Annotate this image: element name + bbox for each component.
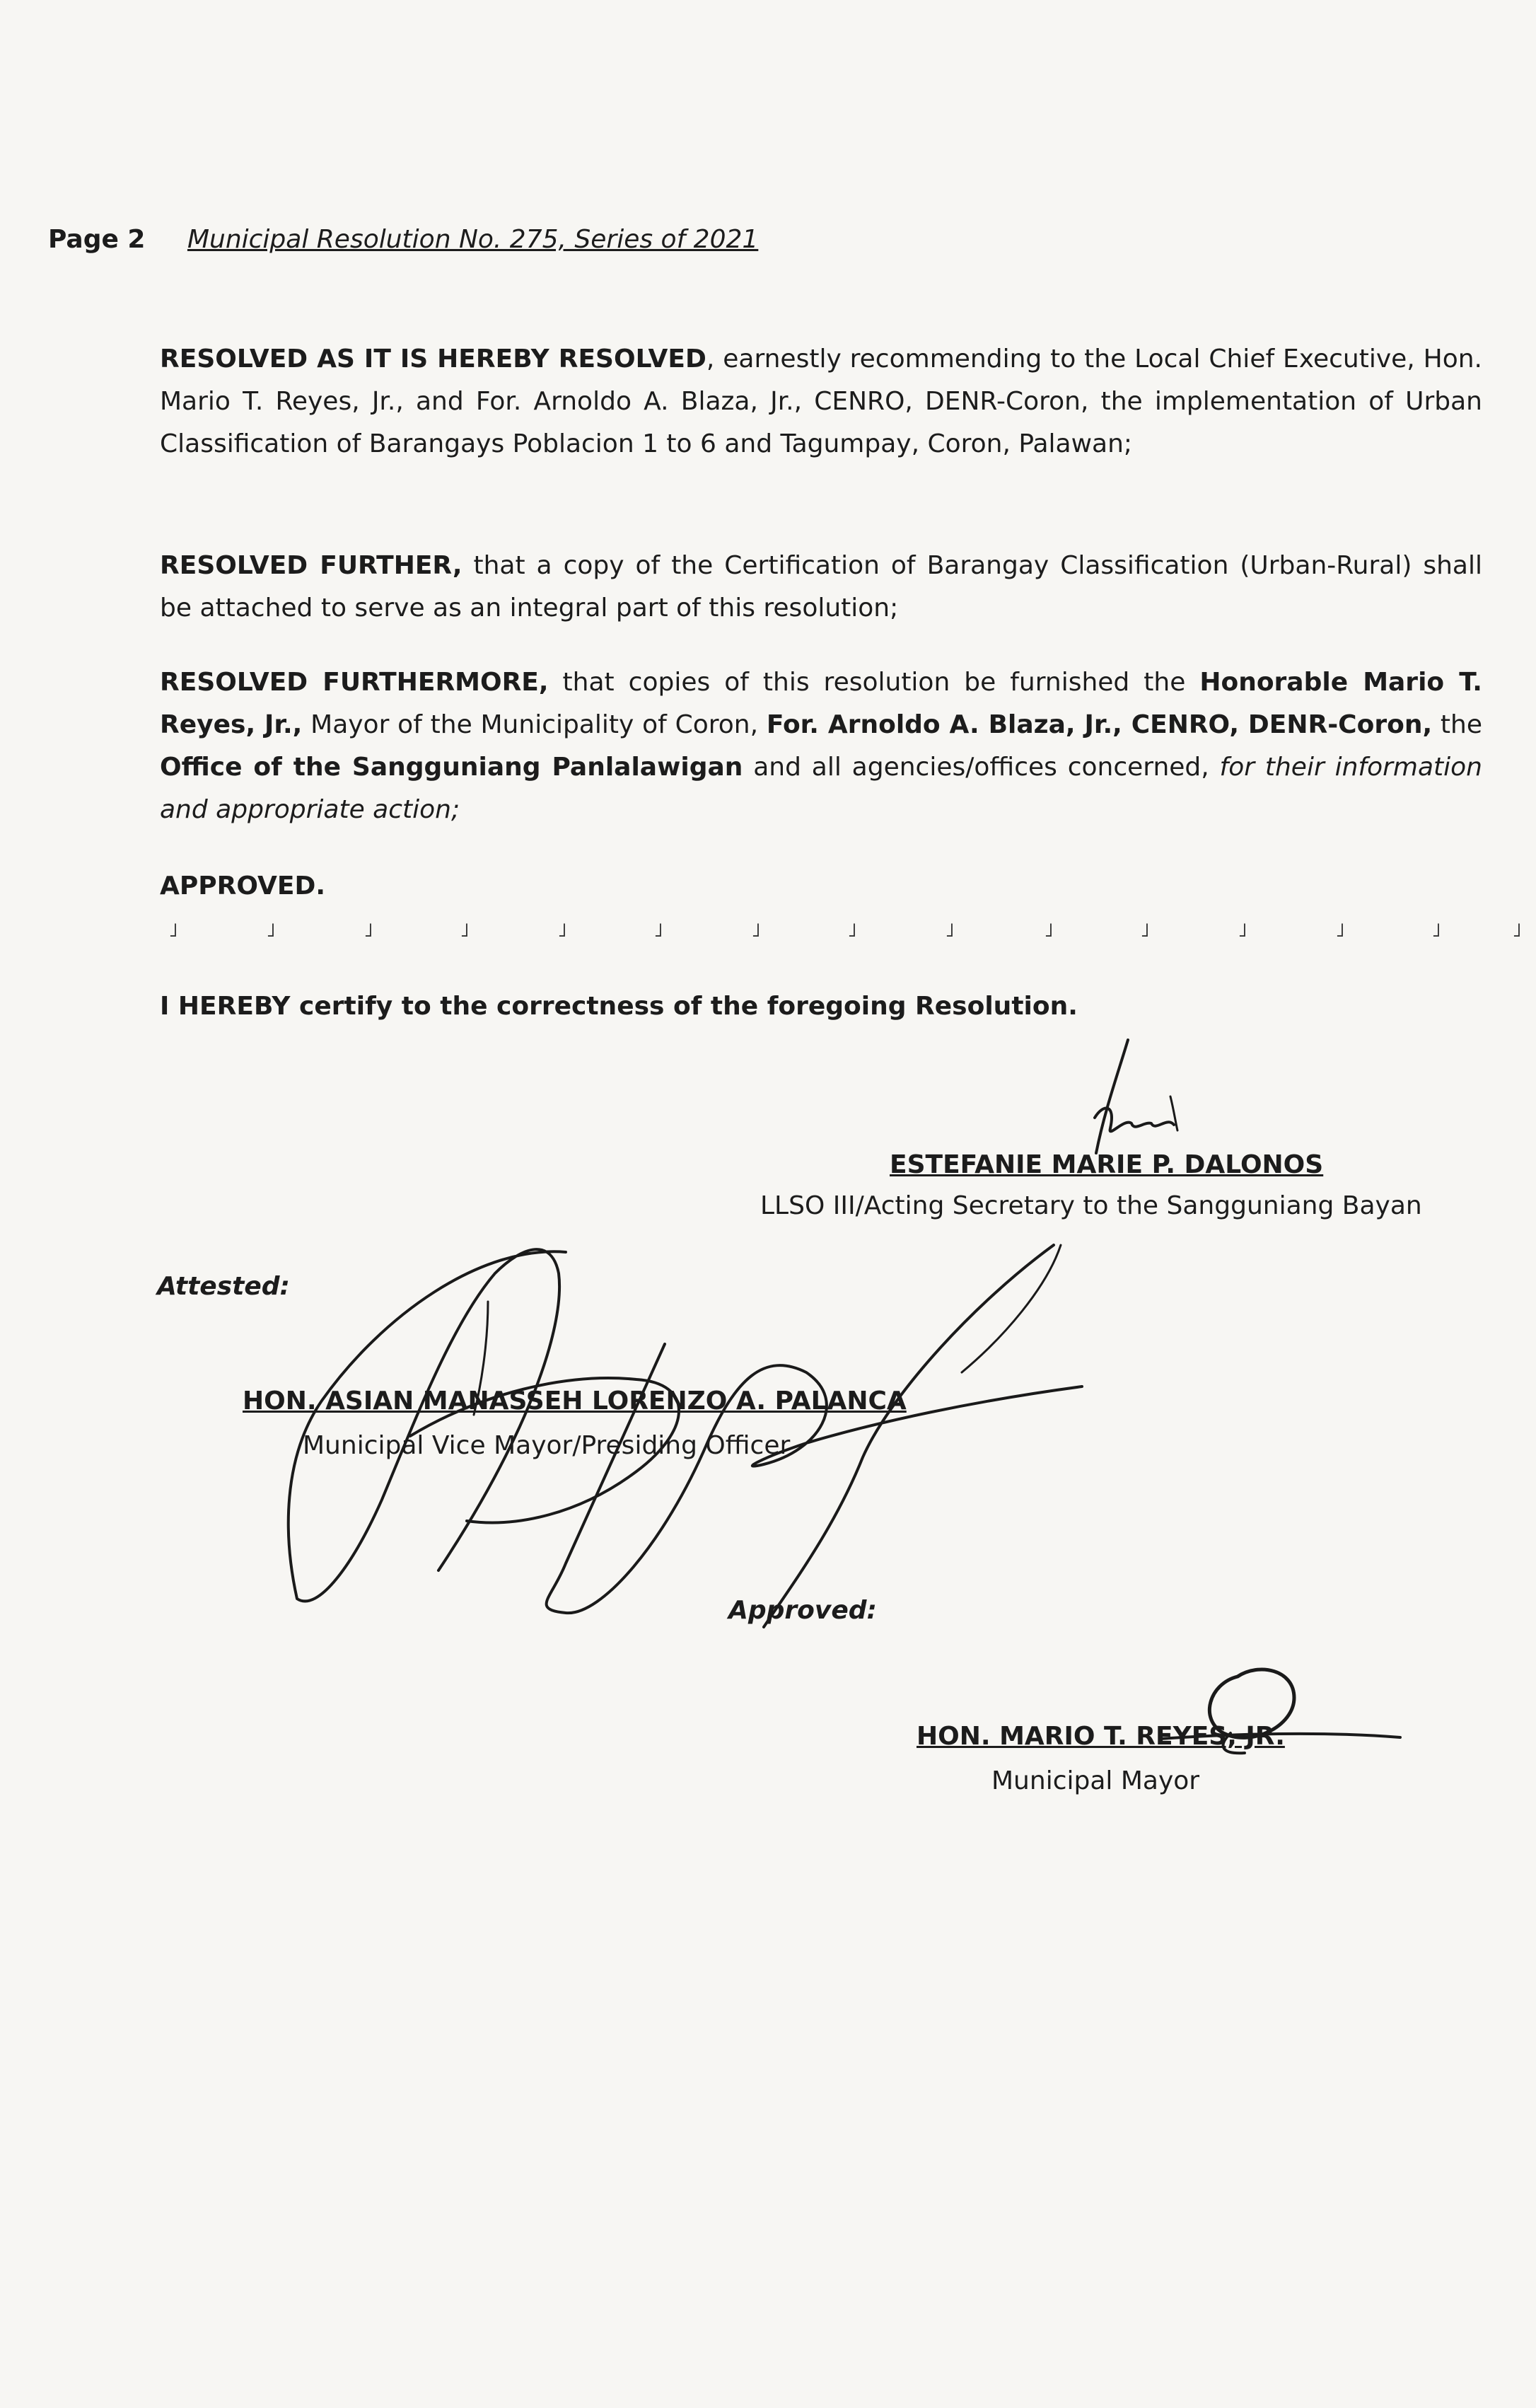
resolved-furthermore-lead: RESOLVED FURTHERMORE,	[160, 668, 549, 697]
furthermore-office: Office of the Sangguniang Panlalawigan	[160, 753, 743, 782]
tab-mark: ˩	[168, 918, 178, 942]
vice-mayor-name: HON. ASIAN MANASSEH LORENZO A. PALANCA	[243, 1387, 907, 1416]
secretary-name: ESTEFANIE MARIE P. DALONOS	[890, 1150, 1324, 1179]
secretary-signature-icon	[1061, 1033, 1216, 1160]
tab-mark: ˩	[945, 918, 955, 942]
tab-mark: ˩	[847, 918, 857, 942]
resolved-further-paragraph	[160, 545, 1482, 630]
tab-marks-row	[160, 918, 1536, 942]
vice-mayor-signature-icon	[269, 1231, 1103, 1627]
mayor-name: HON. MARIO T. REYES, JR.	[917, 1722, 1285, 1751]
furthermore-text-a: that copies of this resolution be furnished the	[548, 668, 1200, 697]
page-number: Page 2	[48, 225, 146, 254]
tab-mark: ˩	[1335, 918, 1345, 942]
furthermore-mayor: Honorable Mario T. Reyes, Jr.,	[160, 668, 1482, 739]
mayor-title: Municipal Mayor	[991, 1766, 1200, 1795]
furthermore-cenro: For. Arnoldo A. Blaza, Jr., CENRO, DENR-Coron,	[766, 710, 1433, 739]
resolved-lead: RESOLVED AS IT IS HEREBY RESOLVED	[160, 345, 706, 374]
certification-statement: I HEREBY certify to the correctness of the foregoing Resolution.	[160, 992, 1078, 1021]
tab-mark: ˩	[557, 918, 567, 942]
tab-mark: ˩	[1512, 918, 1522, 942]
tab-mark: ˩	[363, 918, 373, 942]
vice-mayor-title: Municipal Vice Mayor/Presiding Officer	[303, 1431, 791, 1460]
secretary-title: LLSO III/Acting Secretary to the Sangguniang Bayan	[760, 1191, 1422, 1220]
tab-mark: ˩	[1044, 918, 1054, 942]
furthermore-text-e: the	[1432, 710, 1482, 739]
resolved-paragraph	[160, 338, 1482, 465]
furthermore-action: for their information and appropriate action;	[160, 753, 1482, 824]
tab-mark: ˩	[751, 918, 761, 942]
resolved-further-lead: RESOLVED FURTHER,	[160, 551, 462, 580]
tab-mark: ˩	[1238, 918, 1247, 942]
tab-mark: ˩	[460, 918, 470, 942]
tab-mark: ˩	[1140, 918, 1150, 942]
furthermore-text-c: Mayor of the Municipality of Coron,	[302, 710, 767, 739]
tab-mark: ˩	[266, 918, 276, 942]
approved-label: Approved:	[728, 1596, 877, 1625]
resolved-text: , earnestly recommending to the Local Chief Executive, Hon. Mario T. Reyes, Jr., and For. Arnoldo A. Blaza, Jr., CENRO, DENR-Coron, the implementation of Urban Classification of Barangays Poblacion 1 to 6 and Tagumpay, Coron, Palawan;	[160, 345, 1482, 458]
resolved-furthermore-paragraph	[160, 661, 1482, 831]
approved-word: APPROVED.	[160, 872, 325, 901]
page-header	[48, 225, 758, 254]
resolved-further-text: that a copy of the Certification of Barangay Classification (Urban-Rural) shall be attached to serve as an integral part of this resolution;	[160, 551, 1483, 623]
furthermore-text-g: and all agencies/offices concerned,	[743, 753, 1220, 782]
tab-mark: ˩	[653, 918, 663, 942]
resolution-reference: Municipal Resolution No. 275, Series of 2021	[187, 225, 759, 254]
tab-mark: ˩	[1431, 918, 1441, 942]
attested-label: Attested:	[157, 1272, 290, 1301]
